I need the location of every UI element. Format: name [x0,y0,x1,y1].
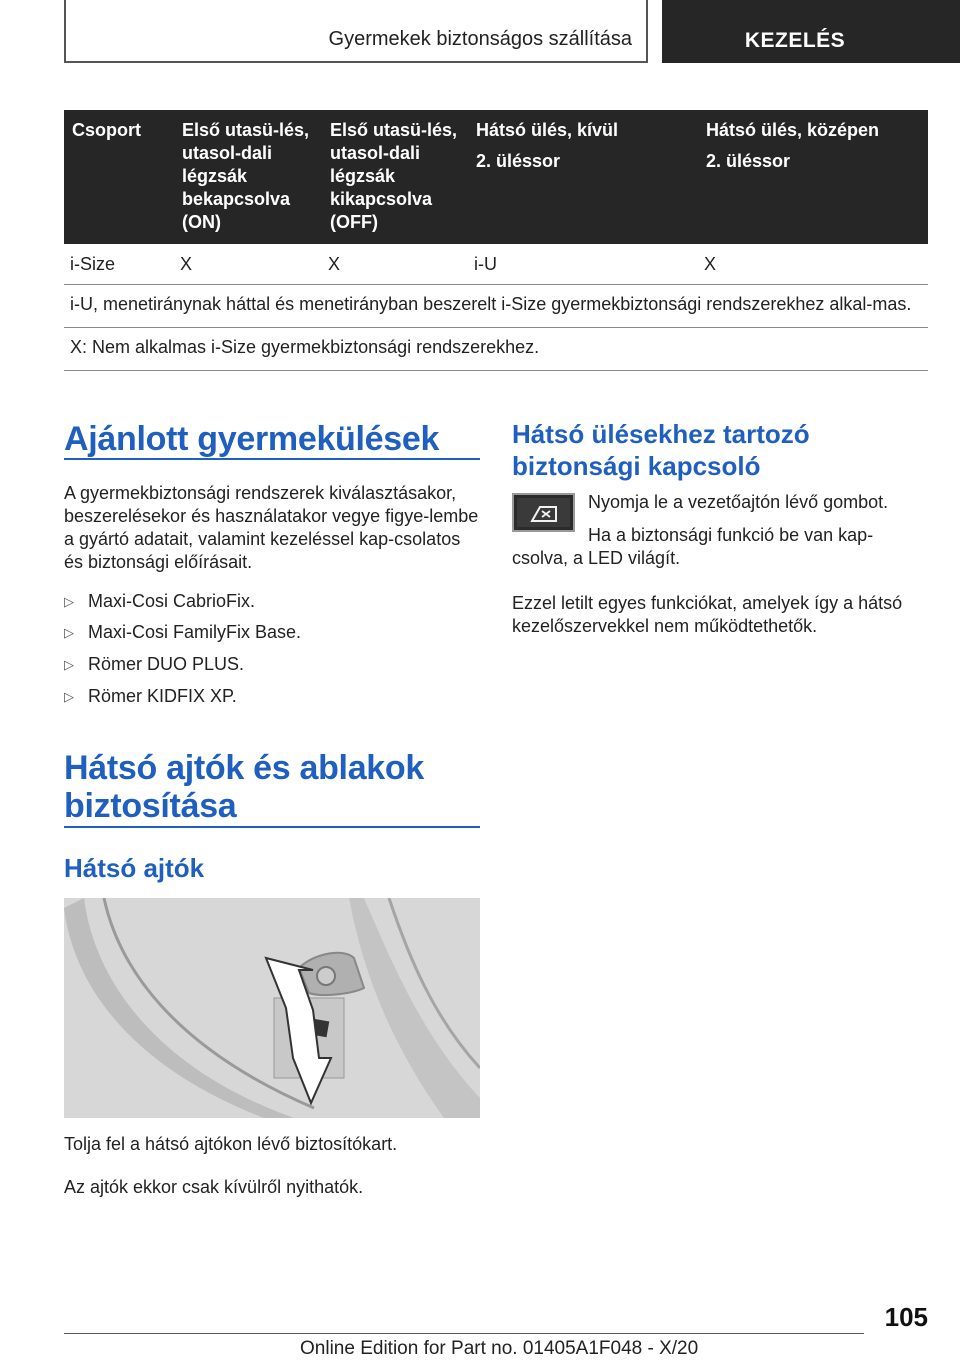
table-header-cell: Hátsó ülés, kívül 2. üléssor [468,110,698,244]
table-cell: X [174,244,322,285]
footer-rule [64,1333,864,1334]
table-note-row [64,285,928,328]
heading-rule [64,458,480,460]
disable-paragraph: Ezzel letilt egyes funkciókat, amelyek így a hátsó kezelőszervekkel nem működtethetők. [512,593,903,636]
triangle-right-icon: ▷ [64,625,74,640]
table-note-row [64,328,928,371]
table-cell: i-Size [64,244,174,285]
instruction-press-button: Nyomja le a vezetőajtón lévő gombot. [588,492,889,512]
table-header-cell: Hátsó ülés, középen 2. üléssor [698,110,928,244]
section-title: Gyermekek biztonságos szállítása [328,28,632,50]
led-paragraph: Ha a biztonsági funkció be van kap-csolva, a LED világít. [512,525,874,568]
triangle-right-icon: ▷ [64,689,74,704]
list-item: ▷ Maxi-Cosi FamilyFix Base. [64,622,302,642]
table-note: i-U, menetiránynak háttal és menetirányban beszerelt i-Size gyermekbiztonsági rendszerekhez alkal-mas. [64,285,928,328]
table-header-cell: Első utasü-lés, utasol-dali légzsák kikapcsolva (OFF) [322,110,468,244]
door-lock-illustration [64,898,480,1118]
heading-rear-doors: Hátsó ajtók [64,853,205,883]
table-header-row [64,110,928,244]
chapter-tab-box [662,0,960,63]
chapter-tab: KEZELÉS [744,29,846,52]
list-item: ▷ Römer DUO PLUS. [64,654,245,674]
caption-push-lever: Tolja fel a hátsó ajtókon lévő biztosítókart. [64,1134,398,1154]
door-lock-drawing [64,898,480,1118]
table-row [64,244,928,285]
table-cell: X [322,244,468,285]
triangle-right-icon: ▷ [64,657,74,672]
isize-table [64,110,928,371]
heading-safety-switch: Hátsó ülésekhez tartozó biztonsági kapcsoló [512,419,810,481]
table-cell: X [698,244,928,285]
heading-doors-windows: Hátsó ajtók és ablakok biztosítása [64,749,424,825]
table-header-cell: Első utasü-lés, utasol-dali légzsák bekapcsolva (ON) [174,110,322,244]
heading-rule [64,826,480,828]
page-number: 105 [884,1302,928,1332]
intro-paragraph: A gyermekbiztonsági rendszerek kiválasztásakor, beszerelésekor és használatakor vegye figye-lembe a gyártó adatait, valamint kezeléssel kap-csolatos és biztonsági előírásait. [64,483,479,572]
table-note: X: Nem alkalmas i-Size gyermekbiztonsági rendszerekhez. [64,328,928,371]
caption-doors-outside: Az ajtók ekkor csak kívülről nyithatók. [64,1177,364,1197]
list-item: ▷ Römer KIDFIX XP. [64,686,237,706]
table-cell: i-U [468,244,698,285]
table-header-cell: Csoport [64,110,174,244]
heading-recommended-seats: Ajánlott gyermekülések [64,420,440,458]
footer-edition: Online Edition for Part no. 01405A1F048 - X/20 [300,1338,699,1359]
triangle-right-icon: ▷ [64,594,74,609]
header-section-box [64,0,648,63]
list-item: ▷ Maxi-Cosi CabrioFix. [64,591,256,611]
